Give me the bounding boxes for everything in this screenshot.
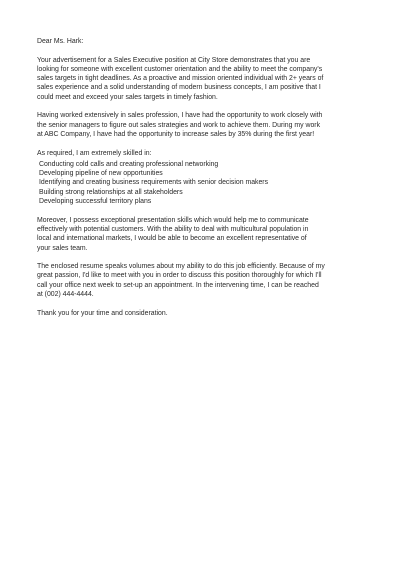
skills-list bbox=[37, 160, 367, 206]
paragraph-intro: Your advertisement for a Sales Executive position at City Store demonstrates that you are looking for someone with excellent customer orientation and the ability to meet the company's sales targets in tight deadlines. As a proactive and mission oriented individual with 2+ years of sales experience and a solid understanding of modern business concepts, I am positive that I could meet and exceed your sales targets in timely fashion. bbox=[37, 56, 324, 101]
paragraph-skills-lead: As required, I am extremely skilled in: bbox=[37, 149, 152, 157]
paragraph-resume: The enclosed resume speaks volumes about my ability to do this job efficiently. Because of my great passion, I'd like to meet with you in order to discuss this position thoroughly for which I'll call your office next week to set-up an appointment. In the intervening time, I can be reached at (002) 444-4444. bbox=[37, 263, 325, 299]
cover-letter bbox=[37, 37, 367, 327]
paragraph-experience: Having worked extensively in sales profession, I have had the opportunity to work closely with the senior managers to figure out sales strategies and work to achieve them. During my work at ABC Company, I have had the opportunity to increase sales by 35% during the first year! bbox=[37, 112, 323, 138]
paragraph-thanks: Thank you for your time and consideration. bbox=[37, 309, 168, 317]
salutation: Dear Ms. Hark: bbox=[37, 38, 84, 45]
list-item: Developing pipeline of new opportunities bbox=[39, 170, 163, 178]
list-item: Conducting cold calls and creating professional networking bbox=[39, 160, 219, 168]
list-item: Building strong relationships at all stakeholders bbox=[39, 188, 183, 196]
paragraph-presentation: Moreover, I possess exceptional presentation skills which would help me to communicate effectively with potential customers. With the ability to deal with multicultural population in local and international markets, I would be able to become an excellent representative of your sales team. bbox=[37, 216, 309, 252]
list-item: Identifying and creating business requirements with senior decision makers bbox=[39, 179, 269, 187]
list-item: Developing successful territory plans bbox=[39, 198, 152, 206]
